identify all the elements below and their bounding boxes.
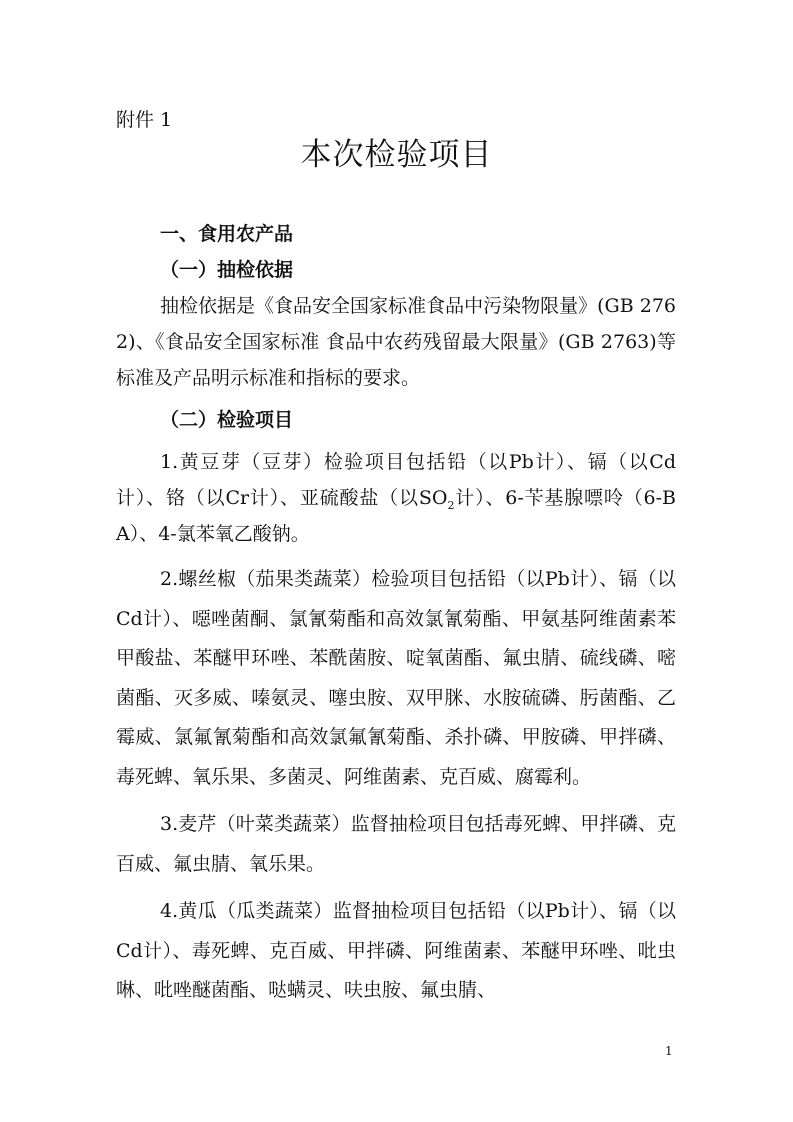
item-paragraph-soybean-sprouts <box>116 444 676 552</box>
page-number: 1 <box>665 1044 673 1058</box>
item-paragraph-celery: 3.麦芹（叶菜类蔬菜）监督抽检项目包括毒死蜱、甲拌磷、克百威、氟虫腈、氧乐果。 <box>116 813 676 875</box>
item-paragraph-chili-pepper: 2.螺丝椒（茄果类蔬菜）检验项目包括铅（以Pb计）、镉（以Cd计）、噁唑菌酮、氯氰菊酯和高效氯氰菊酯、甲氨基阿维菌素苯甲酸盐、苯醚甲环唑、苯酰菌胺、啶氧菌酯、氟虫腈、硫线磷、嘧菌酯、灭多威、嗪氨灵、噻虫胺、双甲脒、水胺硫磷、肟菌酯、乙霉威、氯氟氰菊酯和高效氯氟氰菊酯、杀扑磷、甲胺磷、甲拌磷、毒死蜱、氧乐果、多菌灵、阿维菌素、克百威、腐霉利。 <box>116 568 676 788</box>
page-title: 本次检验项目 <box>300 137 493 173</box>
subsection-heading-items: （二）检验项目 <box>160 409 294 431</box>
document-body <box>116 216 676 1011</box>
item-paragraph-cucumber: 4.黄瓜（瓜类蔬菜）监督抽检项目包括铅（以Pb计）、镉（以Cd计）、毒死蜱、克百威、甲拌磷、阿维菌素、苯醚甲环唑、吡虫啉、吡唑醚菌酯、哒螨灵、呋虫胺、氟虫腈、 <box>116 900 676 1001</box>
section-heading-food-agri-products: 一、食用农产品 <box>160 223 294 245</box>
item-1-subscript: 2 <box>447 498 455 512</box>
item-1-text-a: 1.黄豆芽（豆芽）检验项目包括铅（以Pb计）、镉（以Cd计）、铬（以Cr计）、亚硫酸盐（以SO <box>116 451 676 509</box>
basis-paragraph: 抽检依据是《食品安全国家标准食品中污染物限量》(GB 2762)、《食品安全国家标准 食品中农药残留最大限量》(GB 2763)等标准及产品明示标准和指标的要求。 <box>116 295 676 389</box>
subsection-heading-basis: （一）抽检依据 <box>160 259 294 281</box>
attachment-label: 附件 1 <box>116 109 173 131</box>
item-1-text-b: 计）、6-苄基腺嘌呤（6-BA）、4-氯苯氧乙酸钠。 <box>116 487 677 545</box>
